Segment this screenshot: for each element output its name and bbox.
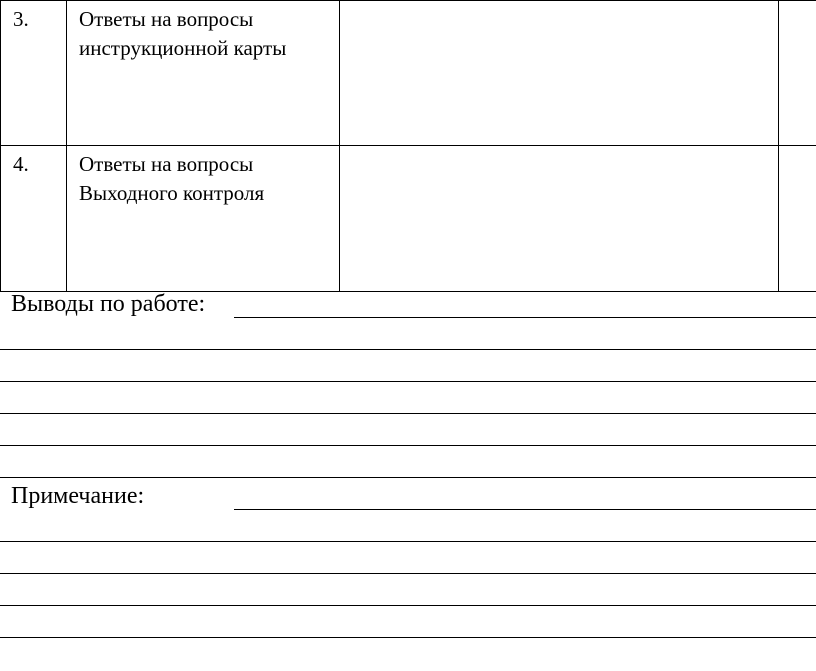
table-row	[1, 1, 816, 146]
conclusions-label: Выводы по работе:	[11, 291, 206, 317]
worksheet-table-container	[0, 0, 816, 292]
conclusions-first-line[interactable]	[234, 317, 816, 318]
row-number: 4.	[13, 152, 29, 176]
row-number: 3.	[13, 7, 29, 31]
conclusions-writing-line[interactable]	[0, 381, 816, 382]
conclusions-writing-line[interactable]	[0, 445, 816, 446]
notes-label: Примечание:	[11, 483, 145, 509]
answer-cell[interactable]	[340, 1, 779, 146]
row-description-line: Ответы на вопросы	[79, 152, 254, 176]
worksheet-table	[0, 0, 816, 292]
notes-writing-line[interactable]	[0, 605, 816, 606]
row-number-cell	[1, 1, 67, 146]
row-description-line: Ответы на вопросы	[79, 7, 254, 31]
extra-cell[interactable]	[779, 146, 816, 292]
conclusions-writing-line[interactable]	[0, 477, 816, 478]
row-number-cell	[1, 146, 67, 292]
row-description-cell	[67, 146, 340, 292]
row-description-line: инструкционной карты	[79, 36, 287, 60]
row-description-cell	[67, 1, 340, 146]
table-row	[1, 146, 816, 292]
conclusions-writing-line[interactable]	[0, 349, 816, 350]
conclusions-writing-line[interactable]	[0, 413, 816, 414]
notes-writing-line[interactable]	[0, 573, 816, 574]
answer-cell[interactable]	[340, 146, 779, 292]
notes-writing-line[interactable]	[0, 637, 816, 638]
notes-first-line[interactable]	[234, 509, 816, 510]
notes-writing-line[interactable]	[0, 541, 816, 542]
row-description-line: Выходного контроля	[79, 181, 265, 205]
extra-cell[interactable]	[779, 1, 816, 146]
